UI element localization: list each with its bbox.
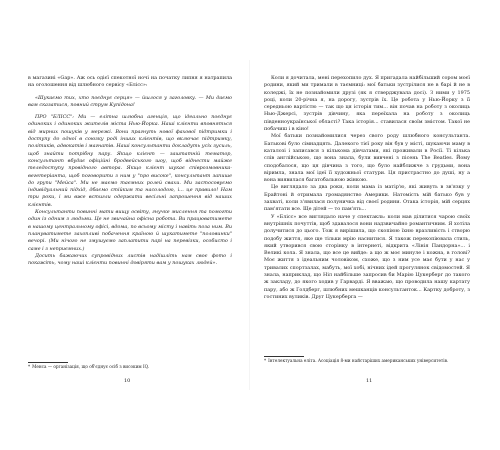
left-footnote-mark: * xyxy=(28,364,31,369)
left-page-text xyxy=(28,75,232,267)
paragraph: Консультанти повинні мати вищу освіту, гнучке мислення та помогти один із одним з людьми. Це не звичайна офісна робота. Ви працюватимете в нашому центральному офісі, вдома, по всьому місту і навіть поза ним. Ви плануватимете захопливі побачення країною й шукатимете "половинки" вечорі. (Ми нічого не змушуємо заплатити парі на перевізки, особисто і саме і з неприємних.) xyxy=(28,209,232,252)
right-page-number: 11 xyxy=(366,378,373,384)
book-gutter xyxy=(249,60,250,390)
paragraph: Це виглядало за два роки, коли мама із матір'ю, які живуть в зв'язку у Брайтоні й отримала громадянство Америки. Натомість мій батько був у захваті, коли з'явилася полуничка від своєї родини. Отака історія, мій серцях пам'ятати все. Ще дітей — то пам'ять... xyxy=(264,184,470,213)
left-page xyxy=(28,75,232,375)
right-footnote-text: Інтелектуальна еліта. Асоціація 8-ми найстаріших американських університетів. xyxy=(268,358,449,363)
left-footnote-rule xyxy=(28,362,68,363)
right-footnote-mark: * xyxy=(264,358,267,363)
right-footnote-rule xyxy=(264,356,304,357)
paragraph: Коли я дочитала, мені перехопило дух. Я пригадала найбільший сором моєї родини, який ми тримали в таємниці: мої батьки зустрілися не в барі й не в коледжі, їх не познайомили друзі (як я стверджувала досі). З ними у 1975 році, коли 20-річна я, на дорогу, зустрів їх. Це робота у Нью-Йорку з її середньою вартістю — так що ця історія тим... він почав на роботу з околиць Нью-Джерсі, зустрів дівчину, яка переїхала на роботу з околиць південноукраїнської області? Така історія... ставилася своїм змістом. Такої не побачиш і в кіно! xyxy=(264,75,470,133)
paragraph: ПРО "БЛІСС": Ми — елітна шлюбна агенція, що ідеально поєднує одиноких і одиноких жителів міста Нью-Йорка. Наші клієнти вповняться від мирних пошуків у мережі. Вони прагнуть нової фахової підтримки і доступу до одної в союзку роді інших клієнтів, що включає підтримку, політиків, адвокатів і магнатів. Наші консультанти докладуть усіх зусиль, щоб знайти потрібну пару. Якщо клієнт — заштатній тематор, консультант вбудає офіційні бродвейського шоу, щоб віднести майже теледоступу провідного автора. Якщо клієнт шукає співрозмовника-вегетеріанта, щоб поговорити з ним у "про високе", консультант запише до групи "Мейса". Ми не маємо таємних ролей свахи. Ми застосовуємо індивідуальний підхід, дбаємо стійким та насолодою, і... це правило! Нам три роки, і ми вже встигли одержати весільні запрошення від наших клієнтів. xyxy=(28,114,232,208)
paragraph: Мої батьки познайомилися через свого роду шлюбного консультанта. Батькові було сімнадцять. Далекого тієї року він був у місті, шукаючи маму в каталозі і записався з кількома дівчатами, які проживали в Росії. Ті кілька слів англійською, що вона знала, були вивчені з пісень The Beatles. Йому сподобалося, що ця дівчина з того, що було найближче з грудьми, вона віримла, знала мої ідеї її художньої статури. Ця пристрастно до душі, ну а вона виявилася багатобальною жінкою. xyxy=(264,133,470,184)
paragraph: в магазині «Gap». Аж ось одієї спекотної ночі на початку липня я натрапила на оголошення від шлюбного сервісу «Блісс»: xyxy=(28,75,232,89)
paragraph: Досить бажаючих супровідних листів надішліть нам своє фото і покажіть, чому наші клієнти повинні довіряти вам у пошуках людей». xyxy=(28,252,232,267)
paragraph: У «Блісс» все виглядало наче у спектакль: коли мав ділитися чарою своїх внутрішніх почуттів, щоб здавалося вони надзвичайно романтичним. Я хотіла долучитися до цього. Тож я вирішила, що скопіюю їхню вразливість і створю подобу життя, яке ще тільки мрію наснитися. Я також перекопіювала стиль, який утворився свою сторінку в інтернеті, відкрита «Лінія Пандорна»... і Великі кола. Я знала, що все це вийде: а що ж моє минуле і кожна, в голові? Моє життя з ідеальним чоловіком, схоже, що з ним усе має бути у нас у тривалих спортзалах, мабуть, мої хобі, нічних ідей прогулянок свідомостей. Я знала, наприклад, що Ніл найбільше запросив би Марію Цукерберг до такого ж закладу, до якого ходив у Гарварді. Я вважаю, що проводила нашу картату пару, або ж Голдберг, шлюбних мешканців консультанток... Картку доброту, з гостиних вуликів. Друг Цукерберга — xyxy=(264,213,470,300)
left-page-number: 10 xyxy=(124,378,131,384)
left-footnote-text: Менса — організація, що об'єднує осіб з високим IQ. xyxy=(32,364,150,369)
right-page xyxy=(264,75,470,375)
right-footnote xyxy=(264,358,470,364)
paragraph: «Шукаємо тих, хто поєднує серця» — йшлося у заголовку. — Ми даємо вам сказатися, повний струм Купідона! xyxy=(28,94,232,108)
right-page-text xyxy=(264,75,470,301)
left-footnote xyxy=(28,364,232,370)
